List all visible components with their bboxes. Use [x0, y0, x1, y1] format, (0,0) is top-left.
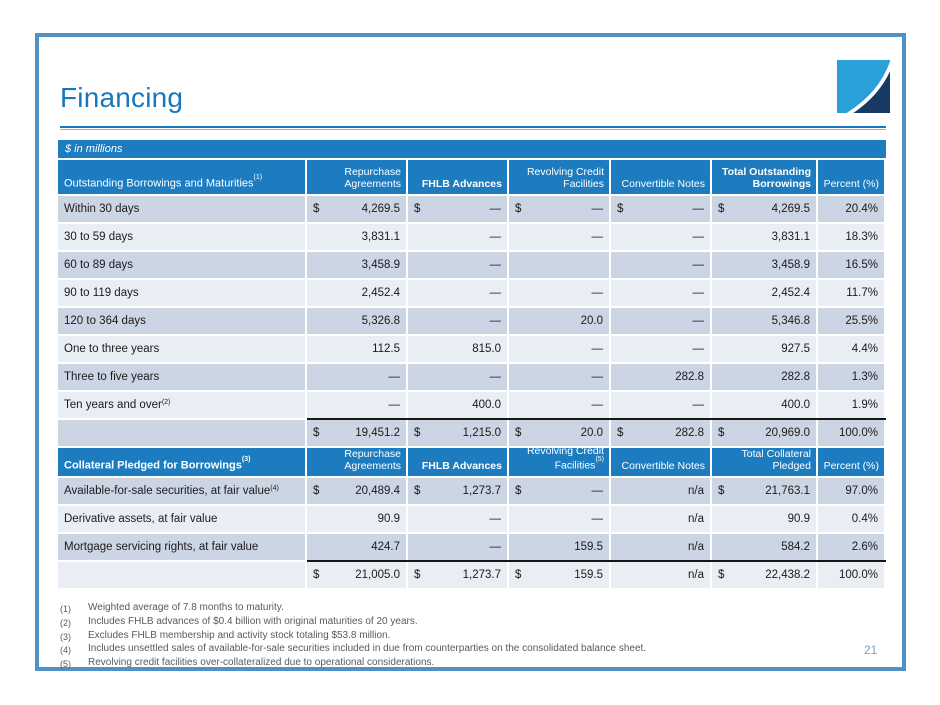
- table-cell: 5,326.8: [307, 308, 406, 334]
- table-cell: 5,346.8: [712, 308, 816, 334]
- total-cell: $ 159.5: [509, 562, 609, 588]
- table-cell: 424.7: [307, 534, 406, 560]
- table-cell: $ —: [611, 196, 710, 222]
- row-label: 120 to 364 days: [58, 308, 305, 334]
- tables-area: [58, 160, 886, 588]
- table-cell: 400.0: [408, 392, 507, 418]
- row-label: 90 to 119 days: [58, 280, 305, 306]
- table-cell: 282.8: [611, 364, 710, 390]
- footnote: (4) Includes unsettled sales of available-for-sale securities included in due from counterparties on the consolidated balance sheet.: [60, 643, 647, 656]
- table-cell: —: [509, 506, 609, 532]
- table-cell: 11.7%: [818, 280, 884, 306]
- table-cell: —: [408, 252, 507, 278]
- row-label: Available-for-sale securities, at fair value $^{(4)}$: [58, 478, 305, 504]
- column-header: Repurchase Agreements: [307, 448, 406, 476]
- table-cell: —: [611, 308, 710, 334]
- table-cell: —: [509, 364, 609, 390]
- table-cell: 3,831.1: [712, 224, 816, 250]
- total-cell: $ 282.8: [611, 420, 710, 446]
- table-cell: 2.6%: [818, 534, 884, 560]
- table-cell: —: [408, 224, 507, 250]
- table-cell: $ 4,269.5: [307, 196, 406, 222]
- collateral-table: [58, 444, 886, 588]
- column-header: FHLB Advances: [408, 160, 507, 194]
- row-label: Mortgage servicing rights, at fair value: [58, 534, 305, 560]
- table-cell: 2,452.4: [307, 280, 406, 306]
- column-header: Percent (%): [818, 448, 884, 476]
- column-header: FHLB Advances: [408, 448, 507, 476]
- table-cell: 25.5%: [818, 308, 884, 334]
- table-cell: 4.4%: [818, 336, 884, 362]
- table-cell: $ 20,489.4: [307, 478, 406, 504]
- column-header-section: Collateral Pledged for Borrowings$^{(3)}$: [58, 448, 305, 476]
- total-cell: $ 20.0: [509, 420, 609, 446]
- table-cell: 159.5: [509, 534, 609, 560]
- footnotes: [60, 602, 780, 671]
- total-row-label: [58, 562, 305, 588]
- total-cell: $ 1,215.0: [408, 420, 507, 446]
- table-cell: 815.0: [408, 336, 507, 362]
- total-rule: [307, 418, 886, 420]
- table-cell: 20.0: [509, 308, 609, 334]
- table-cell: $ —: [408, 196, 507, 222]
- row-label: Derivative assets, at fair value: [58, 506, 305, 532]
- table-cell: —: [408, 506, 507, 532]
- total-cell: 100.0%: [818, 420, 884, 446]
- row-label: 60 to 89 days: [58, 252, 305, 278]
- column-header: Convertible Notes: [611, 448, 710, 476]
- total-cell: n/a: [611, 562, 710, 588]
- company-logo: [837, 60, 890, 113]
- table-cell: 20.4%: [818, 196, 884, 222]
- table-cell: $ 1,273.7: [408, 478, 507, 504]
- table-cell: 1.9%: [818, 392, 884, 418]
- total-rule: [307, 560, 886, 562]
- table-cell: 90.9: [307, 506, 406, 532]
- table-cell: —: [611, 336, 710, 362]
- table-cell: —: [509, 336, 609, 362]
- table-cell: 90.9: [712, 506, 816, 532]
- table-cell: $ —: [509, 478, 609, 504]
- table-cell: 16.5%: [818, 252, 884, 278]
- borrowings-table: [58, 160, 886, 446]
- total-row-label: [58, 420, 305, 446]
- total-cell: $ 22,438.2: [712, 562, 816, 588]
- table-cell: n/a: [611, 534, 710, 560]
- table-cell: —: [509, 224, 609, 250]
- table-cell: n/a: [611, 506, 710, 532]
- table-cell: $ 4,269.5: [712, 196, 816, 222]
- table-cell: 927.5: [712, 336, 816, 362]
- total-cell: 100.0%: [818, 562, 884, 588]
- footnote: (5) Revolving credit facilities over-collateralized due to operational considerations.: [60, 657, 435, 670]
- table-cell: $ 21,763.1: [712, 478, 816, 504]
- table-cell: 584.2: [712, 534, 816, 560]
- title-divider: [60, 126, 886, 130]
- table-cell: 2,452.4: [712, 280, 816, 306]
- table-cell: 18.3%: [818, 224, 884, 250]
- table-cell: 0.4%: [818, 506, 884, 532]
- column-header: Revolving Credit Facilities: [509, 160, 609, 194]
- row-label: Ten years and over $^{(2)}$: [58, 392, 305, 418]
- table-cell: —: [408, 534, 507, 560]
- footnote: (1) Weighted average of 7.8 months to maturity.: [60, 602, 284, 614]
- table-cell: —: [611, 280, 710, 306]
- column-header-section: Outstanding Borrowings and Maturities$^{(1)}$: [58, 160, 305, 194]
- table-cell: 1.3%: [818, 364, 884, 390]
- table-cell: —: [509, 392, 609, 418]
- table-cell: 97.0%: [818, 478, 884, 504]
- column-header: Convertible Notes: [611, 160, 710, 194]
- column-header: Revolving Credit Facilities$^{(5)}$: [509, 448, 609, 476]
- total-cell: $ 21,005.0: [307, 562, 406, 588]
- total-cell: $ 1,273.7: [408, 562, 507, 588]
- column-header: Total Outstanding Borrowings: [712, 160, 816, 194]
- table-cell: —: [408, 308, 507, 334]
- row-label: Within 30 days: [58, 196, 305, 222]
- table-cell: —: [307, 392, 406, 418]
- table-cell: —: [408, 364, 507, 390]
- footnote: (3) Excludes FHLB membership and activity stock totaling $53.8 million.: [60, 629, 391, 642]
- table-cell: 3,458.9: [307, 252, 406, 278]
- column-header: Repurchase Agreements: [307, 160, 406, 194]
- row-label: Three to five years: [58, 364, 305, 390]
- table-cell: 282.8: [712, 364, 816, 390]
- total-cell: $ 20,969.0: [712, 420, 816, 446]
- table-cell: n/a: [611, 478, 710, 504]
- table-cell: —: [408, 280, 507, 306]
- column-header: Total Collateral Pledged: [712, 448, 816, 476]
- page-number: 21: [864, 643, 878, 657]
- table-cell: $ —: [509, 196, 609, 222]
- column-header: Percent (%): [818, 160, 884, 194]
- table-cell: [509, 252, 609, 278]
- table-cell: —: [307, 364, 406, 390]
- table-cell: —: [611, 224, 710, 250]
- table-cell: 400.0: [712, 392, 816, 418]
- row-label: 30 to 59 days: [58, 224, 305, 250]
- page-title: Financing: [60, 82, 184, 113]
- table-cell: —: [509, 280, 609, 306]
- table-cell: —: [611, 252, 710, 278]
- table-cell: 3,831.1: [307, 224, 406, 250]
- total-cell: $ 19,451.2: [307, 420, 406, 446]
- row-label: One to three years: [58, 336, 305, 362]
- table-cell: 3,458.9: [712, 252, 816, 278]
- units-label: $ in millions: [58, 140, 886, 158]
- table-cell: —: [611, 392, 710, 418]
- footnote: (2) Includes FHLB advances of $0.4 billion with original maturities of 20 years.: [60, 615, 418, 628]
- table-cell: 112.5: [307, 336, 406, 362]
